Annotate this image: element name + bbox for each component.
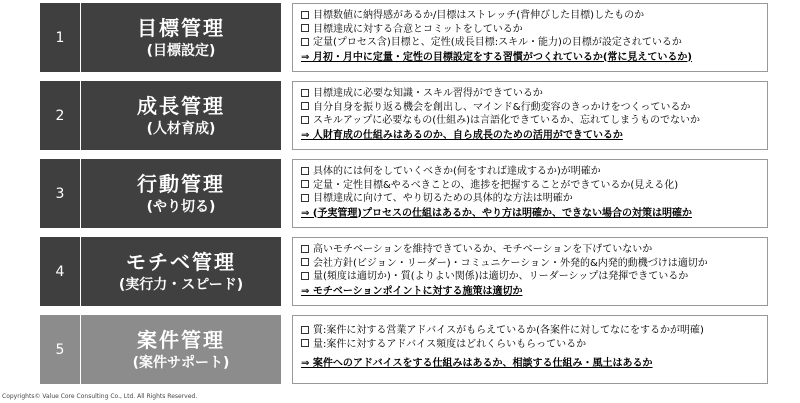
row-number: 3 bbox=[40, 159, 80, 228]
checklist-item: 量(頻度は適切か)・質(よりよい関係)は適切か、リーダーシップは発揮できているか bbox=[301, 270, 767, 284]
row-title: 成長管理 bbox=[137, 93, 225, 118]
checkbox-icon bbox=[301, 194, 309, 202]
checklist-item: 質:案件に対する営業アドバイスがもらえているか(各案件に対してなにをするかが明確) bbox=[301, 324, 767, 338]
checklist-item: 目標達成に向けて、やり切るための具体的な方法は明確か bbox=[301, 192, 767, 206]
row-title-block bbox=[81, 237, 281, 306]
checkbox-icon bbox=[301, 272, 309, 280]
row-title: モチベ管理 bbox=[126, 249, 236, 274]
row-number: 4 bbox=[40, 237, 80, 306]
checkbox-icon bbox=[301, 326, 309, 334]
copyright-notice: Copyrights© Value Core Consulting Co., Ltd. All Rights Reserved. bbox=[2, 393, 198, 400]
checkbox-icon bbox=[301, 102, 309, 110]
row-conclusion: ⇒ モチベーションポイントに対する施策は適切か bbox=[301, 285, 523, 297]
row-conclusion: ⇒ 月初・月中に定量・定性の目標設定をする習慣がつくれているか(常に見えているか) bbox=[301, 51, 693, 63]
row-conclusion: ⇒ 人財育成の仕組みはあるのか、自ら成長のための活用ができているか bbox=[301, 129, 623, 141]
row-number: 1 bbox=[40, 3, 80, 72]
row-subtitle: (やり切る) bbox=[146, 198, 216, 215]
row-number: 5 bbox=[40, 315, 80, 384]
row-conclusion: ⇒ 案件へのアドバイスをする仕組みはあるか、相談する仕組み・風土はあるか bbox=[301, 358, 653, 369]
row-5-description bbox=[292, 315, 768, 384]
checklist-item: 高いモチベーションを維持できているか、モチベーションを下げていないか bbox=[301, 243, 767, 257]
checkbox-icon bbox=[301, 258, 309, 266]
checkbox-icon bbox=[301, 180, 309, 188]
checklist-item: 量:案件に対するアドバイス頻度はどれくらいもらっているか bbox=[301, 338, 767, 352]
row-2-description bbox=[292, 81, 768, 150]
row-2 bbox=[40, 81, 281, 150]
row-1 bbox=[40, 3, 281, 72]
row-title-block bbox=[81, 315, 281, 384]
row-title: 目標管理 bbox=[137, 15, 225, 40]
checkbox-icon bbox=[301, 245, 309, 253]
checkbox-icon bbox=[301, 167, 309, 175]
row-subtitle: (実行力・スピード) bbox=[118, 276, 244, 293]
row-4-description bbox=[292, 237, 768, 306]
row-1-description bbox=[292, 3, 768, 72]
checkbox-icon bbox=[301, 24, 309, 32]
checklist-item: 目標数値に納得感があるか/目標はストレッチ(背伸びした目標)したものか bbox=[301, 9, 767, 23]
row-4 bbox=[40, 237, 281, 306]
row-title-block bbox=[81, 159, 281, 228]
row-subtitle: (目標設定) bbox=[146, 42, 216, 59]
checkbox-icon bbox=[301, 38, 309, 46]
checklist-item: 具体的には何をしていくべきか(何をすれば達成するか)が明確か bbox=[301, 165, 767, 179]
row-title: 行動管理 bbox=[137, 171, 225, 196]
checklist-item: 会社方針(ビジョン・リーダー)・コミュニケーション・外発的&内発的動機づけは適切か bbox=[301, 257, 767, 271]
row-title-block bbox=[81, 81, 281, 150]
row-number: 2 bbox=[40, 81, 80, 150]
checkbox-icon bbox=[301, 339, 309, 347]
checkbox-icon bbox=[301, 116, 309, 124]
checklist-item: 定量(プロセス含)目標と、定性(成長目標:スキル・能力)の目標が設定されているか bbox=[301, 36, 767, 50]
row-3-description bbox=[292, 159, 768, 228]
checklist-item: 自分自身を振り返る機会を創出し、マインド&行動変容のきっかけをつくっているか bbox=[301, 101, 767, 115]
checklist-item: 目標達成に必要な知識・スキル習得ができているか bbox=[301, 87, 767, 101]
row-subtitle: (案件サポート) bbox=[132, 354, 230, 371]
checklist-item: スキルアップに必要なもの(仕組み)は言語化できているか、忘れてしまうものでないか bbox=[301, 114, 767, 128]
row-title: 案件管理 bbox=[137, 327, 225, 352]
checkbox-icon bbox=[301, 11, 309, 19]
row-5 bbox=[40, 315, 281, 384]
row-title-block bbox=[81, 3, 281, 72]
row-conclusion: ⇒ (予実管理)プロセスの仕組はあるか、やり方は明確か、できない場合の対策は明確か bbox=[301, 207, 693, 219]
checklist-item: 定量・定性目標&やるべきことの、進捗を把握することができているか(見える化) bbox=[301, 179, 767, 193]
checkbox-icon bbox=[301, 89, 309, 97]
checklist-item: 目標達成に対する合意とコミットをしているか bbox=[301, 23, 767, 37]
row-subtitle: (人材育成) bbox=[146, 120, 216, 137]
row-3 bbox=[40, 159, 281, 228]
